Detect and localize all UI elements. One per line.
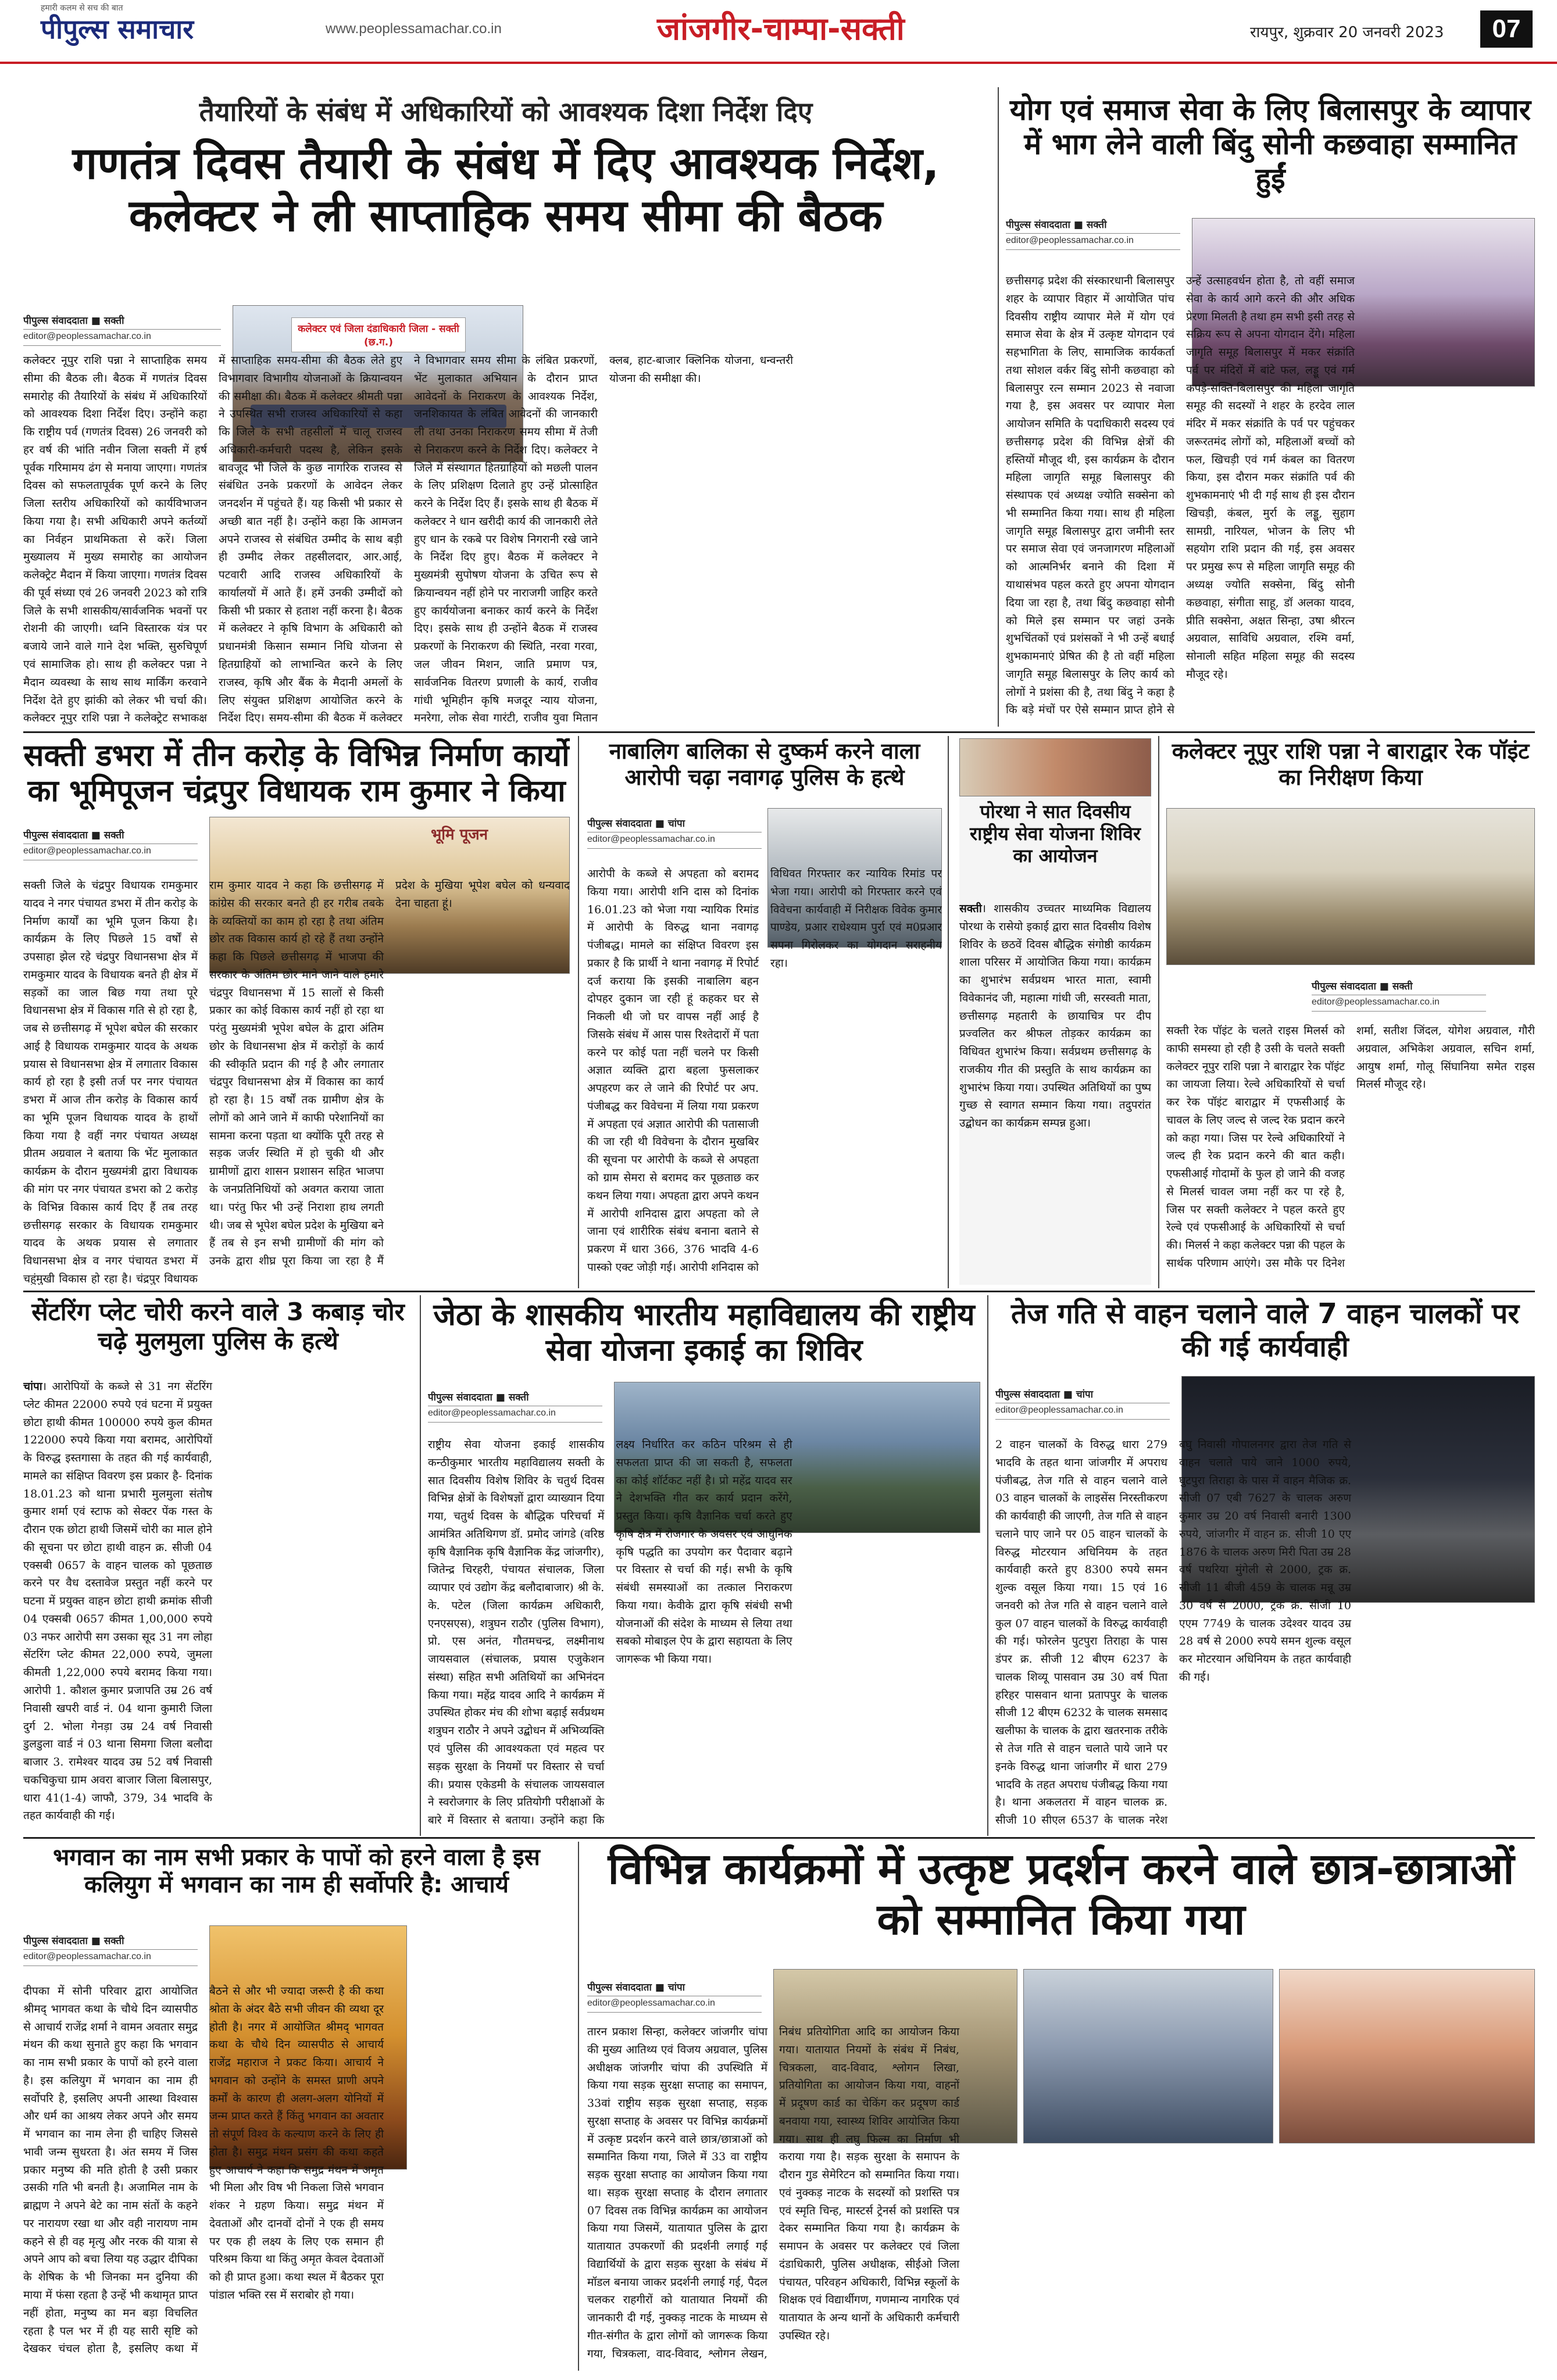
article-body: राष्ट्रीय सेवा योजना इकाई शासकीय कन्ठीकुमार भारतीय महाविद्यालय सक्ती के सात दिवसीय विशेष शिविर के चतुर्थ दिवस विभिन्न क्षेत्रों के विशेषज्ञों द्वारा व्याख्यान दिया गया, चतुर्थ दिवस के बौद्धिक परिचर्चा में आमंत्रित अतिथिगण डॉ. प्रमोद जांगडे (वरिष्ठ कृषि वैज्ञानिक कृषि वैज्ञानिक केंद्र जांजगीर), जितेन्द्र चिरहरी, पंचायत संचालक, जिला व्यापार एवं उद्योग केंद्र बलौदाबाजार) श्री के. के. पटेल (जिला कार्यक्रम अधिकारी, एनएसएस), शत्रुघन राठौर (पुलिस विभाग), प्रो. एस अनंत, गौतमचन्द्र, लक्ष्मीनाथ जायसवाल (संचालक, प्रयास एजुकेशन संस्था) सहित सभी अतिथियों का अभिनंदन किया गया। महेंद्र यादव आदि ने कार्यक्रम में उपस्थित होकर मंच की शोभा बढ़ाई सर्वप्रथम शत्रुघन राठौर ने अपने उद्बोधन में अभिव्यक्ति एवं पुलिस की आवश्यकता एवं महत्व पर सड़क सुरक्षा के नियमों पर विस्तार से चर्चा की। प्रयास एकेडमी के संचालक जायसवाल ने स्वरोजगार के लिए प्रतियोगी परीक्षाओं के बारे में विस्तार से बताया। उन्होंने कहा कि लक्ष्य निर्धारित कर कठिन परिश्रम से ही सफलता प्राप्त की जा सकती है, सफलता का कोई शॉर्टकट नहीं है। प्रो महेंद्र यादव सर ने देशभक्ति गीत कर कार्य प्रदान करेंगे, प्रस्तुत किया। कृषि वैज्ञानिक चर्चा करते हुए कृषि क्षेत्र में रोजगार के अवसर एवं आधुनिक कृषि पद्धति का उपयोग कर पैदावार बढ़ाने पर विस्तार से चर्चा की गई। सभी के कृषि संबंधी समस्याओं का तत्काल निराकरण किया गया। केवीके द्वारा कृषि संबंधी सभी योजनाओं की संदेश के माध्यम से लिया तथा सबको मोबाइल ऐप के द्वारा सहायता के लिए जागरूक भी किया गया। [428,1438,792,1827]
reporter-name: पीपुल्स संवाददाता [23,1935,88,1947]
reporter-name: पीपुल्स संवाददाता [995,1389,1060,1400]
article-headline: जेठा के शासकीय भारतीय महाविद्यालय की राष्ट्रीय सेवा योजना इकाई का शिविर [433,1298,975,1368]
article-body: सक्ती जिले के चंद्रपुर विधायक रामकुमार यादव ने नगर पंचायत डभरा में तीन करोड़ के निर्माण कार्यों का भूमि पूजन किया है। कार्यक्रम के लिए पिछले 15 वर्षों से उपसाहा झेल रहे चंद्रपुर विधानसभा क्षेत्र में रामकुमार यादव के विधायक बनते ही क्षेत्र में सड़कों का जाल बिछ गया तथा पूरे विधानसभा क्षेत्र में विकास गति से हो रहा है, जब से छत्तीसगढ़ में भूपेश बघेल की सरकार आई है विधायक रामकुमार यादव के अथक प्रयास से विधानसभा क्षेत्र में लगातार विकास कार्य हो रहा है इसी तर्ज पर नगर पंचायत डभरा में आज तीन करोड़ के विकास कार्य का भूमि पूजन विधायक यादव के हाथों किया गया है वहीं नगर पंचायत अध्यक्ष प्रीतम अग्रवाल ने बताया कि भेंट मुलाकात कार्यक्रम के दौरान मुख्यमंत्री द्वारा विधायक की मांग पर नगर पंचायत डभरा को 2 करोड़ के विभिन्न विकास कार्य दिए हैं तब तरह छत्तीसगढ़ सरकार के विधायक रामकुमार यादव के अथक प्रयास से लगातार विधानसभा क्षेत्र व नगर पंचायत डभरा में चहुंमुखी विकास हो रहा है। चंद्रपुर विधायक राम कुमार यादव ने कहा कि छत्तीसगढ़ में कांग्रेस की सरकार बनते ही हर गरीब तबके के व्यक्तियों का काम हो रहा है तथा अंतिम छोर तक विकास कार्य हो रहे हैं तथा उन्होंने कहा कि पिछले छत्तीसगढ़ में भाजपा की सरकार के अंतिम छोर माने जाने वाले हमारे चंद्रपुर विधानसभा में 15 सालों से किसी प्रकार का कोई विकास कार्य नहीं हो रहा था परंतु मुख्यमंत्री भूपेश बघेल के द्वारा अंतिम छोर के विधानसभा क्षेत्र में करोड़ों के कार्य की स्वीकृति प्रदान की गई है और लगातार चंद्रपुर विधानसभा क्षेत्र में विकास का कार्य हो रहा है। 15 वर्षों तक ग्रामीण क्षेत्र के लोगों को आने जाने में काफी परेशानियों का सामना करना पड़ता था क्योंकि पूरी तरह से सड़क जर्जर स्थिति में हो चुकी थी और ग्रामीणों द्वारा शासन प्रशासन सहित भाजपा के जनप्रतिनिधियों को अवगत कराया जाता था। परंतु फिर भी उन्हें निराशा हाथ लगती थी। जब से भूपेश बघेल प्रदेश के मुखिया बने हैं तब से इन सभी ग्रामीणों की मांग को उनके द्वारा शीघ्र पूरा किया जा रहा है मैं प्रदेश के मुखिया भूपेश बघेल को धन्यवाद देना चाहता हूं। [23,879,570,1285]
reporter-email[interactable]: editor@peoplessamachar.co.in [1312,995,1486,1012]
article-body: सक्ती रेक पॉइंट के चलते राइस मिलर्स को काफी समस्या हो रही है उसी के चलते सक्ती कलेक्टर नूपुर राशि पन्ना ने बाराद्वार रेक पॉइंट का जायजा लिया। रेल्वे अधिकारियों से चर्चा कर रेक पॉइंट बाराद्वार में एफसीआई के चावल के लिए जल्द से जल्द रेक प्रदान करने को कहा गया। जिस पर रेल्वे अधिकारियों ने जल्द ही रेक प्रदान करने की बात कही। एफसीआई गोदामों के फुल हो जाने की वजह से मिलर्स चावल जमा नहीं कर पा रहे है, जिस पर सक्ती कलेक्टर ने पहल करते हुए रेल्वे एवं एफसीआई के अधिकारियों से चर्चा की। मिलर्स ने कहा कलेक्टर पन्ना की पहल के सार्थक परिणाम आएंगे। उस मौके पर दिनेश शर्मा, सतीश जिंदल, योगेश अग्रवाल, गौरी अग्रवाल, अभिकेश अग्रवाल, सचिन शर्मा, आयुष शर्मा, गोलू सिंघानिया समेत राइस मिलर्स मौजूद रहे। [1166,1024,1535,1270]
photo-banner: भूमि पूजन [431,826,488,844]
article-body: आरोपी के कब्जे से अपहता को बरामद किया गया। आरोपी शनि दास को दिनांक 16.01.23 को भेजा गया न्यायिक रिमांड में आरोपी के विरुद्ध थाना नवागढ़ पंजीबद्ध। मामले का संक्षिप्त विवरण इस प्रकार है कि प्रार्थी ने थाना नवागढ़ में रिपोर्ट दर्ज कराया कि इसकी नाबालिग बहन दोपहर दुकान जा रही हूं कहकर घर से निकली थी जो घर वापस नहीं आई है जिसके संबंध में आस पास रिश्तेदारों में पता करने पर कोई पता नहीं चलने पर किसी अज्ञात व्यक्ति द्वारा बहला फुसलाकर अपहरण कर ले जाने की रिपोर्ट पर अप. पंजीबद्ध कर विवेचना में लिया गया प्रकरण में अपहता एवं अज्ञात आरोपी की पतासाजी की जा रही थी विवेचना के दौरान मुखबिर की सूचना पर आरोपी के कब्जे से अपहता को ग्राम सेमरा से बरामद कर पूछताछ कर कथन लिया गया। अपहता द्वारा अपने कथन में आरोपी शनिदास द्वारा अपहता को ले जाना एवं शारीरिक संबंध बनाना बताने से प्रकरण में धारा 366, 376 भादवि 4-6 पास्को एक्ट जोड़ी गई। आरोपी शनिदास को विधिवत गिरफ्तार कर न्यायिक रिमांड पर भेजा गया। आरोपी को गिरफ्तार करने एवं विवेचना कार्यवाही में निरीक्षक विवेक कुमार पाण्डेय, प्रआर राधेश्याम पुर्रा एवं म0प्रआर सपना गिरोलकर का योगदान सराहनीय रहा। [587,867,942,1274]
dateline: सक्ती [103,1935,124,1947]
photo-banner: कलेक्टर एवं जिला दंडाधिकारी जिला - सक्ती (छ.ग.) [291,317,466,352]
article-road-safety-awards: विभिन्न कार्यक्रमों में उत्कृष्ट प्रदर्शन करने वाले छात्र-छात्राओं को सम्मानित किया गया पीपुल्स संवाददाता ■ चांपा editor@peoplessamachar.co.in तारन प्रकाश सिन्हा, कलेक्टर जांजगीर चांपा की मुख्य आतिथ्य एवं विजय अग्रवाल, पुलिस अधीक्षक जांजगीर चांपा की उपस्थिति में किया गया सड़क सुरक्षा सप्ताह का समापन, 33वां राष्ट्रीय सड़क सुरक्षा सप्ताह, सड़क सुरक्षा सप्ताह के अवसर पर विभिन्न कार्यक्रमों में उत्कृष्ट प्रदर्शन करने वाले छात्र/छात्राओं को सम्मानित किया गया, जिले में 33 वा राष्ट्रीय सड़क सुरक्षा सप्ताह का आयोजन किया गया था। सड़क सुरक्षा सप्ताह के दौरान लगातार 07 दिवस तक विभिन्न कार्यक्रम का आयोजन किया गया जिसमें, यातायात पुलिस के द्वारा यातायात उपकरणों की प्रदर्शनी लगाई गई विद्यार्थियों के द्वारा सड़क सुरक्षा के संबंध में मॉडल बनाया जाकर प्रदर्शनी लगाई गई, पैदल चलकर राहगीरों को यातायात नियमों की जानकारी दी गई, नुक्कड़ नाटक के माध्यम से गीत-संगीत के द्वारा लोगों को जागरूक किया गया, चित्रकला, वाद-विवाद, श्लोगन लेखन, निबंध प्रतियोगिता आदि का आयोजन किया गया। यातायात नियमों के संबंध में निबंध, चित्रकला, वाद-विवाद, श्लोगन लिखा, प्रतियोगिता का आयोजन किया गया, वाहनों में प्रदूषण कार्ड का चेकिंग कर प्रदूषण कार्ड बनवाया गया, स्वास्थ्य शिविर आयोजित किया गया। साथ ही लघु फिल्म का निर्माण भी कराया गया है। सड़क सुरक्षा के समापन के दौरान गुड सेमेरिटन को सम्मानित किया गया। एवं नुक्कड़ नाटक के सदस्यों को प्रशस्ति पत्र एवं स्मृति चिन्ह, मास्टर्स ट्रेनर्स को प्रशस्ति पत्र देकर सम्मानित किया गया है। कार्यक्रम के समापन के अवसर पर कलेक्टर एवं जिला दंडाधिकारी, पुलिस अधीक्षक, सीईओ जिला पंचायत, परिवहन अधिकारी, विभिन्न स्कूलों के शिक्षक एवं विद्यार्थीगण, गणमान्य नागरिक एवं यातायात के अन्य थानों के अधिकारी कर्मचारी उपस्थित रहे। [587,1844,1535,2367]
reporter-name: पीपुल्स संवाददाता [587,1982,652,1993]
section-title: जांजगीर-चाम्पा-सक्ती [657,10,905,47]
inspection-photo [1166,808,1535,965]
article-overspeeding-action: तेज गति से वाहन चलाने वाले 7 वाहन चालकों पर की गई कार्यवाही पीपुल्स संवाददाता ■ चांपा editor@peoplessamachar.co.in 2 वाहन चालकों के विरुद्ध धारा 279 भादवि के तहत थाना जांजगीर में अपराध पंजीबद्ध, तेज गति से वाहन चलाने वाले 03 वाहन चालकों के लाइसेंस निरस्तीकरण की कार्यवाही की जाएगी, तेज गति से वाहन चलाने पाए जाने पर 05 वाहन चालकों के विरुद्ध मोटरयान अधिनियम के तहत कार्यवाही करते हुए 8300 रुपये समन शुल्क वसूल किया गया। 15 एवं 16 जनवरी को तेज गति से वाहन चलाने वाले कुल 07 वाहन चालकों के विरुद्ध कार्यवाही की गई। फोरलेन पुटपुरा तिराहा के पास डंपर क्र. सीजी 12 बीएम 6237 के चालक शिव्यू पासवान उम्र 30 वर्ष पिता हरिहर पासवान थाना प्रतापपुर के चालक सीजी 12 बीएम 6232 के चालक समसाद खलीफा के चालक के द्वारा खतरनाक तरीके से तेज गति से वाहन चलाते पाये जाने पर इनके विरुद्ध थाना जांजगीर में धारा 279 भादवि के तहत अपराध पंजीबद्ध किया गया है। थाना अकलतरा में वाहन चालक क्र. सीजी 10 सीएल 6537 के चालक नरेश बघु निवासी गोपालनगर द्वारा तेज गति से वाहन चलाते पाये जाने 1000 रुपये, घुटपुरा तिराहा के पास में वाहन मैजिक क्र. सीजी 07 एबी 7627 के चालक अरुण कुमार उम्र 20 वर्ष निवासी बनारी 1300 रुपये, जांजगीर में वाहन क्र. सीजी 10 एए 1876 के चालक अरुण मिरी पिता उम्र 28 वर्ष पथरिया मुंगेली से 2000, ट्रक क्र. सीजी 11 बीजी 459 के चालक मन्नू उम्र 30 वर्ष से 2000, ट्रक क्र. सीजी 10 एएम 7749 के चालक उदेश्वर यादव उम्र 28 वर्ष से 2000 रुपये समन शुल्क वसूल कर मोटरयान अधिनियम के तहत कार्यवाही की गई। [995,1298,1535,1832]
article-headline: तेज गति से वाहन चलाने वाले 7 वाहन चालकों पर की गई कार्यवाही [1011,1298,1519,1363]
dateline: सक्ती [103,830,124,841]
masthead [0,0,1557,64]
column-divider [420,1295,421,1836]
article-portha-nss-camp: पोरथा ने सात दिवसीय राष्ट्रीय सेवा योजना शिविर का आयोजन सक्ती। शासकीय उच्चतर माध्यमिक विद्यालय पोरथा के रासेयो इकाई द्वारा सात दिवसीय विशेष शिविर के छठवें दिवस बौद्धिक संगोष्ठी कार्यक्रम शाला परिसर में आयोजित किया गया। कार्यक्रम का शुभारंभ सर्वप्रथम भारत माता, स्वामी विवेकानंद जी, महात्मा गांधी जी, सरस्वती माता, छत्तीसगढ़ महतारी के छायाचित्र पर दीप प्रज्वलित कर श्रीफल तोड़कर कार्यक्रम का विधिवत शुभारंभ किया। सर्वप्रथम छत्तीसगढ़ के राजकीय गीत की प्रस्तुति के साथ कार्यक्रम का शुभारंभ किया गया। उपस्थित अतिथियों का पुष्प गुच्छ से स्वागत सम्मान किया गया। तदुपरांत उद्बोधन का कार्यक्रम सम्पन्न हुआ। [959,738,1151,1285]
reporter-name: पीपुल्स संवाददाता [1006,219,1070,231]
reporter-name: पीपुल्स संवाददाता [1312,981,1376,992]
article-bhagwat-katha: भगवान का नाम सभी प्रकार के पापों को हरने वाला है इस कलियुग में भगवान का नाम ही सर्वोपरि है: आचार्य पीपुल्स संवाददाता ■ सक्ती editor@peoplessamachar.co.in दीपका में सोनी परिवार द्वारा आयोजित श्रीमद् भागवत कथा के चौथे दिन व्यासपीठ से आचार्य राजेंद्र शर्मा ने वामन अवतार समुद्र मंथन की कथा सुनाते हुए कहा कि भगवान का नाम सभी प्रकार के पापों को हरने वाला है। इस कलियुग में भगवान का नाम ही सर्वोपरि है, इसलिए अपनी आस्था विश्वास और धर्म का आश्रय लेकर अपने और समय में भगवान का नाम लेना ही चाहिए जिससे भावी जन्म सुधरता है। अंत समय में जिस प्रकार मनुष्य की मति होती है उसी प्रकार उसकी गति भी बनती है। अजामिल नाम के ब्राह्मण ने अपने बेटे का नाम संतों के कहने पर नारायण रखा था और वही नारायण नाम कहने से ही वह मृत्यु और नरक की यात्रा से अपने आप को बचा लिया यह उद्धार दीपिका के शेषिक के भी जिनका मन दुनिया की माया में फंसा रहता है उन्हें भी कथामृत प्राप्त नहीं होता, मनुष्य का मन बड़ा विचलित रहता है पल भर में ही यह सारी सृष्टि को देखकर चंचल होता है, इसलिए कथा में बैठने से और भी ज्यादा जरूरी है की कथा श्रोता के अंदर बैठे सभी जीवन की व्यथा दूर होती है। नगर में आयोजित श्रीमद् भागवत कथा के चौथे दिन व्यासपीठ से आचार्य राजेंद्र महाराज ने प्रकट किया। आचार्य ने भगवान को उन्होंने के समस्त प्राणी अपने कर्मों के कारण ही अलग-अलग योनियों में जन्म प्राप्त करते हैं किंतु भगवान का अवतार तो संपूर्ण विश्व के कल्याण करने के लिए ही होता है। समुद्र मंथन प्रसंग की कथा कहते हुए आचार्य ने कहा कि समुद्र मंथन में अमृत भी मिला और विष भी निकला जिसे भगवान शंकर ने ग्रहण किया। समुद्र मंथन में देवताओं और दानवों दोनों ने एक ही समय पर एक ही लक्ष्य के लिए एक समान ही परिश्रम किया था किंतु अमृत केवल देवताओं को ही प्राप्त हुआ। कथा स्थल में बैठकर पूरा पांडाल भक्ति रस में सराबोर हो गया। [23,1844,570,2367]
row-divider [23,731,1535,733]
reporter-email[interactable]: editor@peoplessamachar.co.in [23,1950,198,1966]
article-dabhra-bhoomipujan: सक्ती डभरा में तीन करोड़ के विभिन्न निर्माण कार्यो का भूमिपूजन चंद्रपुर विधायक राम कुमार ने किया पीपुल्स संवाददाता ■ सक्ती editor@peoplessamachar.co.in भूमि पूजन सक्ती जिले के चंद्रपुर विधायक रामकुमार यादव ने नगर पंचायत डभरा में तीन करोड़ के निर्माण कार्यों का भूमि पूजन किया है। कार्यक्रम के लिए पिछले 15 वर्षों से उपसाहा झेल रहे चंद्रपुर विधानसभा क्षेत्र में रामकुमार यादव के विधायक बनते ही क्षेत्र में सड़कों का जाल बिछ गया तथा पूरे विधानसभा क्षेत्र में विकास गति से हो रहा है, जब से छत्तीसगढ़ में भूपेश बघेल की सरकार आई है विधायक रामकुमार यादव के अथक प्रयास से विधानसभा क्षेत्र में लगातार विकास कार्य हो रहा है इसी तर्ज पर नगर पंचायत डभरा में आज तीन करोड़ के विकास कार्य का भूमि पूजन विधायक यादव के हाथों किया गया है वहीं नगर पंचायत अध्यक्ष प्रीतम अग्रवाल ने बताया कि भेंट मुलाकात कार्यक्रम के दौरान मुख्यमंत्री द्वारा विधायक की मांग पर नगर पंचायत डभरा को 2 करोड़ के विभिन्न विकास कार्य दिए हैं तब तरह छत्तीसगढ़ सरकार के विधायक रामकुमार यादव के अथक प्रयास से लगातार विधानसभा क्षेत्र व नगर पंचायत डभरा में चहुंमुखी विकास हो रहा है। चंद्रपुर विधायक राम कुमार यादव ने कहा कि छत्तीसगढ़ में कांग्रेस की सरकार बनते ही हर गरीब तबके के व्यक्तियों का काम हो रहा है तथा अंतिम छोर तक विकास कार्य हो रहे हैं तथा उन्होंने कहा कि पिछले छत्तीसगढ़ में भाजपा की सरकार के अंतिम छोर माने जाने वाले हमारे चंद्रपुर विधानसभा में 15 सालों से किसी प्रकार का कोई विकास कार्य नहीं हो रहा था परंतु मुख्यमंत्री भूपेश बघेल के द्वारा अंतिम छोर के विधानसभा क्षेत्र में करोड़ों के कार्य की स्वीकृति प्रदान की गई है और लगातार चंद्रपुर विधानसभा क्षेत्र में विकास का कार्य हो रहा है। 15 वर्षों तक ग्रामीण क्षेत्र के लोगों को आने जाने में काफी परेशानियों का सामना करना पड़ता था क्योंकि पूरी तरह से सड़क जर्जर स्थिति में हो चुकी थी और ग्रामीणों द्वारा शासन प्रशासन सहित भाजपा के जनप्रतिनिधियों को अवगत कराया जाता था। परंतु फिर भी उन्हें निराशा हाथ लगती थी। जब से भूपेश बघेल प्रदेश के मुखिया बने हैं तब से इन सभी ग्रामीणों की मांग को उनके द्वारा शीघ्र पूरा किया जा रहा है मैं प्रदेश के मुखिया भूपेश बघेल को धन्यवाद देना चाहता हूं। [23,738,570,1285]
dateline: चांपा [1076,1389,1094,1400]
reporter-email[interactable]: editor@peoplessamachar.co.in [23,330,221,346]
dateline: सक्ती [1392,981,1413,992]
article-kicker: तैयारियों के संबंध में अधिकारियों को आवश्यक दिशा निर्देश दिए [199,96,813,127]
article-headline: नाबालिग बालिका से दुष्कर्म करने वाला आरोपी चढ़ा नवागढ़ पुलिस के हत्थे [609,738,920,790]
column-divider [1158,736,1159,1288]
article-headline: कलेक्टर नूपुर राशि पन्ना ने बाराद्वार रेक पॉइंट का निरीक्षण किया [1172,738,1530,790]
reporter-name: पीपुल्स संवाददाता [587,818,652,830]
article-baradwar-rake-point: कलेक्टर नूपुर राशि पन्ना ने बाराद्वार रेक पॉइंट का निरीक्षण किया पीपुल्स संवाददाता ■ सक्ती editor@peoplessamachar.co.in सक्ती रेक पॉइंट के चलते राइस मिलर्स को काफी समस्या हो रही है उसी के चलते सक्ती कलेक्टर नूपुर राशि पन्ना ने बाराद्वार रेक पॉइंट का जायजा लिया। रेल्वे अधिकारियों से चर्चा कर रेक पॉइंट बाराद्वार में एफसीआई के चावल के लिए जल्द से जल्द रेक प्रदान करने को कहा गया। जिस पर रेल्वे अधिकारियों ने जल्द ही रेक प्रदान करने की बात कही। एफसीआई गोदामों के फुल हो जाने की वजह से मिलर्स चावल जमा नहीं कर पा रहे है, जिस पर सक्ती कलेक्टर ने पहल करते हुए रेल्वे एवं एफसीआई के अधिकारियों से चर्चा की। मिलर्स ने कहा कलेक्टर पन्ना की पहल के सार्थक परिणाम आएंगे। उस मौके पर दिनेश शर्मा, सतीश जिंदल, योगेश अग्रवाल, गौरी अग्रवाल, अभिकेश अग्रवाल, सचिन शर्मा, आयुष शर्मा, गोलू सिंघानिया समेत राइस मिलर्स मौजूद रहे। [1166,738,1535,1285]
dateline: चांपा [667,818,685,830]
reporter-email[interactable]: editor@peoplessamachar.co.in [428,1406,602,1423]
reporter-email[interactable]: editor@peoplessamachar.co.in [995,1403,1170,1420]
article-body: दीपका में सोनी परिवार द्वारा आयोजित श्रीमद् भागवत कथा के चौथे दिन व्यासपीठ से आचार्य राजेंद्र शर्मा ने वामन अवतार समुद्र मंथन की कथा सुनाते हुए कहा कि भगवान का नाम सभी प्रकार के पापों को हरने वाला है। इस कलियुग में भगवान का नाम ही सर्वोपरि है, इसलिए अपनी आस्था विश्वास और धर्म का आश्रय लेकर अपने और समय में भगवान का नाम लेना ही चाहिए जिससे भावी जन्म सुधरता है। अंत समय में जिस प्रकार मनुष्य की मति होती है उसी प्रकार उसकी गति भी बनती है। अजामिल नाम के ब्राह्मण ने अपने बेटे का नाम संतों के कहने पर नारायण रखा था और वही नारायण नाम कहने से ही वह मृत्यु और नरक की यात्रा से अपने आप को बचा लिया यह उद्धार दीपिका के शेषिक के भी जिनका मन दुनिया की माया में फंसा रहता है उन्हें भी कथामृत प्राप्त नहीं होता, मनुष्य का मन बड़ा विचलित रहता है पल भर में ही यह सारी सृष्टि को देखकर चंचल होता है, इसलिए कथा में बैठने से और भी ज्यादा जरूरी है की कथा श्रोता के अंदर बैठे सभी जीवन की व्यथा दूर होती है। नगर में आयोजित श्रीमद् भागवत कथा के चौथे दिन व्यासपीठ से आचार्य राजेंद्र महाराज ने प्रकट किया। आचार्य ने भगवान को उन्होंने के समस्त प्राणी अपने कर्मों के कारण ही अलग-अलग योनियों में जन्म प्राप्त करते हैं किंतु भगवान का अवतार तो संपूर्ण विश्व के कल्याण करने के लिए ही होता है। समुद्र मंथन प्रसंग की कथा कहते हुए आचार्य ने कहा कि समुद्र मंथन में अमृत भी मिला और विष भी निकला जिसे भगवान शंकर ने ग्रहण किया। समुद्र मंथन में देवताओं और दानवों दोनों ने एक ही समय पर एक ही लक्ष्य के लिए एक समान ही परिश्रम किया था किंतु अमृत केवल देवताओं को ही प्राप्त हुआ। कथा स्थल में बैठकर पूरा पांडाल भक्ति रस में सराबोर हो गया। [23,1985,384,2356]
reporter-name: पीपुल्स संवाददाता [23,315,88,327]
reporter-name: पीपुल्स संवाददाता [428,1392,492,1403]
column-divider [578,1842,579,2371]
article-nawagarh-police-arrest: नाबालिग बालिका से दुष्कर्म करने वाला आरोपी चढ़ा नवागढ़ पुलिस के हत्थे पीपुल्स संवाददाता ■ चांपा editor@peoplessamachar.co.in आरोपी के कब्जे से अपहता को बरामद किया गया। आरोपी शनि दास को दिनांक 16.01.23 को भेजा गया न्यायिक रिमांड में आरोपी के विरुद्ध थाना नवागढ़ पंजीबद्ध। मामले का संक्षिप्त विवरण इस प्रकार है कि प्रार्थी ने थाना नवागढ़ में रिपोर्ट दर्ज कराया कि इसकी नाबालिग बहन दोपहर दुकान जा रही हूं कहकर घर से निकली थी जो घर वापस नहीं आई है जिसके संबंध में आस पास रिश्तेदारों में पता करने पर कोई पता नहीं चलने पर किसी अज्ञात व्यक्ति द्वारा बहला फुसलाकर अपहरण कर ले जाने की रिपोर्ट पर अप. पंजीबद्ध कर विवेचना में लिया गया प्रकरण में अपहता एवं अज्ञात आरोपी की पतासाजी की जा रही थी विवेचना के दौरान मुखबिर की सूचना पर आरोपी के कब्जे से अपहता को ग्राम सेमरा से बरामद कर पूछताछ कर कथन लिया गया। अपहता द्वारा अपने कथन में आरोपी शनिदास द्वारा अपहता को ले जाना एवं शारीरिक संबंध बनाना बताने से प्रकरण में धारा 366, 376 भादवि 4-6 पास्को एक्ट जोड़ी गई। आरोपी शनिदास को विधिवत गिरफ्तार कर न्यायिक रिमांड पर भेजा गया। आरोपी को गिरफ्तार करने एवं विवेचना कार्यवाही में निरीक्षक विवेक कुमार पाण्डेय, प्रआर राधेश्याम पुर्रा एवं म0प्रआर सपना गिरोलकर का योगदान सराहनीय रहा। [587,738,942,1285]
column-divider [998,87,999,727]
logo-tagline: हमारी कलम से सच की बात [41,3,123,13]
article-body: तारन प्रकाश सिन्हा, कलेक्टर जांजगीर चांपा की मुख्य आतिथ्य एवं विजय अग्रवाल, पुलिस अधीक्षक जांजगीर चांपा की उपस्थिति में किया गया सड़क सुरक्षा सप्ताह का समापन, 33वां राष्ट्रीय सड़क सुरक्षा सप्ताह, सड़क सुरक्षा सप्ताह के अवसर पर विभिन्न कार्यक्रमों में उत्कृष्ट प्रदर्शन करने वाले छात्र/छात्राओं को सम्मानित किया गया, जिले में 33 वा राष्ट्रीय सड़क सुरक्षा सप्ताह का आयोजन किया गया था। सड़क सुरक्षा सप्ताह के दौरान लगातार 07 दिवस तक विभिन्न कार्यक्रम का आयोजन किया गया जिसमें, यातायात पुलिस के द्वारा यातायात उपकरणों की प्रदर्शनी लगाई गई विद्यार्थियों के द्वारा सड़क सुरक्षा के संबंध में मॉडल बनाया जाकर प्रदर्शनी लगाई गई, पैदल चलकर राहगीरों को यातायात नियमों की जानकारी दी गई, नुक्कड़ नाटक के माध्यम से गीत-संगीत के द्वारा लोगों को जागरूक किया गया, चित्रकला, वाद-विवाद, श्लोगन लेखन, निबंध प्रतियोगिता आदि का आयोजन किया गया। यातायात नियमों के संबंध में निबंध, चित्रकला, वाद-विवाद, श्लोगन लिखा, प्रतियोगिता का आयोजन किया गया, वाहनों में प्रदूषण कार्ड का चेकिंग कर प्रदूषण कार्ड बनवाया गया, स्वास्थ्य शिविर आयोजित किया गया। साथ ही लघु फिल्म का निर्माण भी कराया गया है। सड़क सुरक्षा के समापन के दौरान गुड सेमेरिटन को सम्मानित किया गया। एवं नुक्कड़ नाटक के सदस्यों को प्रशस्ति पत्र एवं स्मृति चिन्ह, मास्टर्स ट्रेनर्स को प्रशस्ति पत्र देकर सम्मानित किया गया है। कार्यक्रम के समापन के अवसर पर कलेक्टर एवं जिला दंडाधिकारी, पुलिस अधीक्षक, सीईओ जिला पंचायत, परिवहन अधिकारी, विभिन्न स्कूलों के शिक्षक एवं विद्यार्थीगण, गणमान्य नागरिक एवं यातायात के अन्य थानों के अधिकारी कर्मचारी उपस्थित रहे। [587,2025,959,2360]
reporter-email[interactable]: editor@peoplessamachar.co.in [587,832,762,849]
nss-camp-photo [959,738,1151,796]
article-headline: गणतंत्र दिवस तैयारी के संबंध में दिए आवश्यक निर्देश, कलेक्टर ने ली साप्ताहिक समय सीमा की बैठक [72,137,940,241]
article-body: शासकीय उच्चतर माध्यमिक विद्यालय पोरथा के रासेयो इकाई द्वारा सात दिवसीय विशेष शिविर के छठवें दिवस बौद्धिक संगोष्ठी कार्यक्रम शाला परिसर में आयोजित किया गया। कार्यक्रम का शुभारंभ सर्वप्रथम भारत माता, स्वामी विवेकानंद जी, महात्मा गांधी जी, सरस्वती माता, छत्तीसगढ़ महतारी के छायाचित्र पर दीप प्रज्वलित कर श्रीफल तोड़कर कार्यक्रम का विधिवत शुभारंभ किया। सर्वप्रथम छत्तीसगढ़ के राजकीय गीत की प्रस्तुति के साथ कार्यक्रम का शुभारंभ किया गया। उपस्थित अतिथियों का पुष्प गुच्छ से स्वागत सम्मान किया गया। तदुपरांत उद्बोधन का कार्यक्रम सम्पन्न हुआ। [959,902,1151,1130]
dateline: सक्ती [103,315,124,327]
article-headline: विभिन्न कार्यक्रमों में उत्कृष्ट प्रदर्शन करने वाले छात्र-छात्राओं को सम्मानित किया गया [608,1844,1515,1945]
article-republic-day-meeting: तैयारियों के संबंध में अधिकारियों को आवश्यक दिशा निर्देश दिए गणतंत्र दिवस तैयारी के संबंध में दिए आवश्यक निर्देश, कलेक्टर ने ली साप्ताहिक समय सीमा की बैठक पीपुल्स संवाददाता ■ सक्ती editor@peoplessamachar.co.in कलेक्टर एवं जिला दंडाधिकारी जिला - सक्ती (छ.ग.) कलेक्टर नूपुर राशि पन्ना ने साप्ताहिक समय सीमा की बैठक ली। बैठक में गणतंत्र दिवस समारोह की तैयारियों के संबंध में अधिकारियों को आवश्यक दिशा निर्देश दिए। उन्होंने कहा कि राष्ट्रीय पर्व (गणतंत्र दिवस) 26 जनवरी को हर वर्ष की भांति नवीन जिला सक्ती में हर्ष पूर्वक गरिमामय ढंग से मनाया जाएगा। गणतंत्र दिवस को सफलतापूर्वक पूर्ण करने के लिए जिला स्तरीय अधिकारियों को कार्यविभाजन किया गया है। सभी अधिकारी अपने कर्तव्यों का निर्वहन प्राथमिकता से करें। जिला मुख्यालय में मुख्य समारोह का आयोजन कलेक्ट्रेट मैदान में किया जाएगा। गणतंत्र दिवस की पूर्व संध्या एवं 26 जनवरी 2023 को रात्रि जिले के सभी शासकीय/सार्वजनिक भवनों पर रोशनी की जाएगी। ध्वनि विस्तारक यंत्र पर बजाये जाने वाले गाने देश भक्ति, सुरुचिपूर्ण एवं सामाजिक हो। साथ ही कलेक्टर पन्ना ने मैदान व्यवस्था के साथ साथ मार्किंग करवाने निर्देश देते हुए झांकी को लेकर भी चर्चा की। कलेक्टर नूपुर राशि पन्ना ने कलेक्ट्रेट सभाकक्ष में साप्ताहिक समय-सीमा की बैठक लेते हुए विभागवार विभागीय योजनाओं के क्रियान्वयन की समीक्षा की। बैठक में कलेक्टर श्रीमती पन्ना ने उपस्थित सभी राजस्व अधिकारियों से कहा कि जिले के सभी तहसीलों में चालू राजस्व अधिकारी-कर्मचारी पदस्थ है, लेकिन इसके बावजूद भी जिले के कुछ नागरिक राजस्व से संबंधित उनके प्रकरणों के आवेदन लेकर जनदर्शन में पहुंचते हैं। यह किसी भी प्रकार से अच्छी बात नहीं है। उन्होंने कहा कि आमजन अपने राजस्व से संबंधित उम्मीद के साथ बड़ी ही उम्मीद लेकर तहसीलदार, आर.आई, पटवारी आदि राजस्व अधिकारियों के कार्यालयों में आते हैं। हमें उनकी उम्मीदों को किसी भी प्रकार से हताश नहीं करना है। बैठक में कलेक्टर ने कृषि विभाग के अधिकारी को प्रधानमंत्री किसान सम्मान निधि योजना से हितग्राहियों को लाभान्वित करने के लिए राजस्व, कृषि और बैंक के मैदानी अमलों के लिए संयुक्त प्रशिक्षण आयोजित करने के निर्देश दिए। समय-सीमा की बैठक में कलेक्टर ने विभागवार समय सीमा के लंबित प्रकरणों, भेंट मुलाकात अभियान के दौरान प्राप्त आवेदनों के निराकरण के आवश्यक निर्देश, जनशिकायत के लंबित आवेदनों की जानकारी ली तथा उनका निराकरण समय सीमा में तेजी से निराकरण करने के निर्देश दिए। कलेक्टर ने जिले में संस्थागत हितग्राहियों को मछली पालन के लिए प्रशिक्षण दिलाते हुए उन्हें प्रोत्साहित करने के निर्देश दिए हैं। इसके साथ ही बैठक में कलेक्टर ने धान खरीदी कार्य की जानकारी लेते हुए धान के रकबे पर विशेष निगरानी रखे जाने के निर्देश दिए हुए। बैठक में कलेक्टर ने मुख्यमंत्री सुपोषण योजना के उचित रूप से क्रियान्वयन नहीं होने पर नाराजगी जाहिर करते हुए कार्ययोजना बनाकर कार्य करने के निर्देश दिए। इसके साथ ही उन्होंने बैठक में राजस्व प्रकरणों के निराकरण की स्थिति, नरवा गरवा, जल जीवन मिशन, जाति प्रमाण पत्र, सार्वजनिक वितरण प्रणाली के कार्य, राजीव गांधी भूमिहीन कृषि मजदूर न्याय योजना, मनरेगा, लोक सेवा गारंटी, राजीव युवा मितान क्लब, हाट-बाजार क्लिनिक योजना, धन्वन्तरी योजना की समीक्षा की। [23,93,988,727]
page-number: 07 [1480,10,1533,48]
article-headline: योग एवं समाज सेवा के लिए बिलासपुर के व्यापार में भाग लेने वाली बिंदु सोनी कछवाहा सम्मानित हुईं [1009,93,1531,195]
article-centring-plate-theft: सेंटरिंग प्लेट चोरी करने वाले 3 कबाड़ चोर चढ़े मुलमुला पुलिस के हत्थे चांपा। आरोपियों के कब्जे से 31 नग सेंटरिंग प्लेट कीमत 22000 रुपये एवं घटना में प्रयुक्त छोटा हाथी कीमत 100000 रुपये कुल कीमत 122000 रुपये किया गया बरामद, आरोपियों के विरुद्ध इस्तगासा के तहत की गई कार्यवाही, मामले का संक्षिप्त विवरण इस प्रकार है- दिनांक 18.01.23 को थाना प्रभारी मुलमुला संतोष कुमार शर्मा एवं स्टाफ को सेक्टर पेंक गस्त के दौरान एक छोटा हाथी जिसमें चोरी का माल होने की सूचना पर छोटा हाथी वाहन क्र. सीजी 04 एक्सबी 0657 के वाहन चालक को पूछताछ करने पर वैध दस्तावेज प्रस्तुत नहीं करने पर घटना में प्रयुक्त वाहन छोटा हाथी क्रमांक सीजी 04 एक्सबी 0657 कीमत 1,00,000 रुपये 03 नफर आरोपी सग उसका सूद 31 नग लोहा सेंटरिंग प्लेट कीमत 22,000 रुपये, जुमला कीमती 1,22,000 रुपये बरामद किया गया। आरोपी 1. कौशल कुमार प्रजापति उम्र 26 वर्ष निवासी खपरी वार्ड नं. 04 थाना कुमारी जिला दुर्ग 2. भोला गेनड़ा उम्र 24 वर्ष निवासी डुलडुला वार्ड नं 03 थाना सिमगा जिला बलौदा बाजार 3. रामेश्वर यादव उम्र 52 वर्ष निवासी चकचिकुचा ग्राम अवरा बाजार जिला बिलासपुर, धारा 41(1-4) जाफौ, 379, 34 भादवि के तहत कार्यवाही की गई। [23,1298,413,1832]
reporter-email[interactable]: editor@peoplessamachar.co.in [587,1996,762,2013]
article-body: कलेक्टर नूपुर राशि पन्ना ने साप्ताहिक समय सीमा की बैठक ली। बैठक में गणतंत्र दिवस समारोह की तैयारियों के संबंध में अधिकारियों को आवश्यक दिशा निर्देश दिए। उन्होंने कहा कि राष्ट्रीय पर्व (गणतंत्र दिवस) 26 जनवरी को हर वर्ष की भांति नवीन जिला सक्ती में हर्ष पूर्वक गरिमामय ढंग से मनाया जाएगा। गणतंत्र दिवस को सफलतापूर्वक पूर्ण करने के लिए जिला स्तरीय अधिकारियों को कार्यविभाजन किया गया है। सभी अधिकारी अपने कर्तव्यों का निर्वहन प्राथमिकता से करें। जिला मुख्यालय में मुख्य समारोह का आयोजन कलेक्ट्रेट मैदान में किया जाएगा। गणतंत्र दिवस की पूर्व संध्या एवं 26 जनवरी 2023 को रात्रि जिले के सभी शासकीय/सार्वजनिक भवनों पर रोशनी की जाएगी। ध्वनि विस्तारक यंत्र पर बजाये जाने वाले गाने देश भक्ति, सुरुचिपूर्ण एवं सामाजिक हो। साथ ही कलेक्टर पन्ना ने मैदान व्यवस्था के साथ साथ मार्किंग करवाने निर्देश देते हुए झांकी को लेकर भी चर्चा की। कलेक्टर नूपुर राशि पन्ना ने कलेक्ट्रेट सभाकक्ष में साप्ताहिक समय-सीमा की बैठक लेते हुए विभागवार विभागीय योजनाओं के क्रियान्वयन की समीक्षा की। बैठक में कलेक्टर श्रीमती पन्ना ने उपस्थित सभी राजस्व अधिकारियों से कहा कि जिले के सभी तहसीलों में चालू राजस्व अधिकारी-कर्मचारी पदस्थ है, लेकिन इसके बावजूद भी जिले के कुछ नागरिक राजस्व से संबंधित उनके प्रकरणों के आवेदन लेकर जनदर्शन में पहुंचते हैं। यह किसी भी प्रकार से अच्छी बात नहीं है। उन्होंने कहा कि आमजन अपने राजस्व से संबंधित उम्मीद के साथ बड़ी ही उम्मीद लेकर तहसीलदार, आर.आई, पटवारी आदि राजस्व अधिकारियों के कार्यालयों में आते हैं। हमें उनकी उम्मीदों को किसी भी प्रकार से हताश नहीं करना है। बैठक में कलेक्टर ने कृषि विभाग के अधिकारी को प्रधानमंत्री किसान सम्मान निधि योजना से हितग्राहियों को लाभान्वित करने के लिए राजस्व, कृषि और बैंक के मैदानी अमलों के लिए संयुक्त प्रशिक्षण आयोजित करने के निर्देश दिए। समय-सीमा की बैठक में कलेक्टर ने विभागवार समय सीमा के लंबित प्रकरणों, भेंट मुलाकात अभियान के दौरान प्राप्त आवेदनों के निराकरण के आवश्यक निर्देश, जनशिकायत के लंबित आवेदनों की जानकारी ली तथा उनका निराकरण समय सीमा में तेजी से निराकरण करने के निर्देश दिए। कलेक्टर ने जिले में संस्थागत हितग्राहियों को मछली पालन के लिए प्रशिक्षण दिलाते हुए उन्हें प्रोत्साहित करने के निर्देश दिए हैं। इसके साथ ही बैठक में कलेक्टर ने धान खरीदी कार्य की जानकारी लेते हुए धान के रकबे पर विशेष निगरानी रखे जाने के निर्देश दिए हुए। बैठक में कलेक्टर ने मुख्यमंत्री सुपोषण योजना के उचित रूप से क्रियान्वयन नहीं होने पर नाराजगी जाहिर करते हुए कार्ययोजना बनाकर कार्य करने के निर्देश दिए। इसके साथ ही उन्होंने बैठक में राजस्व प्रकरणों के निराकरण की स्थिति, नरवा गरवा, जल जीवन मिशन, जाति प्रमाण पत्र, सार्वजनिक वितरण प्रणाली के कार्य, राजीव गांधी भूमिहीन कृषि मजदूर न्याय योजना, मनरेगा, लोक सेवा गारंटी, राजीव युवा मितान क्लब, हाट-बाजार क्लिनिक योजना, धन्वन्तरी योजना की समीक्षा की। [23,354,793,725]
row-divider [23,1291,1535,1292]
reporter-email[interactable]: editor@peoplessamachar.co.in [1006,234,1180,250]
article-headline: सेंटरिंग प्लेट चोरी करने वाले 3 कबाड़ चोर चढ़े मुलमुला पुलिस के हत्थे [31,1298,405,1355]
edition-date: रायपुर, शुक्रवार 20 जनवरी 2023 [1250,24,1444,41]
article-jetha-college-nss: जेठा के शासकीय भारतीय महाविद्यालय की राष्ट्रीय सेवा योजना इकाई का शिविर पीपुल्स संवाददाता ■ सक्ती editor@peoplessamachar.co.in राष्ट्रीय सेवा योजना इकाई शासकीय कन्ठीकुमार भारतीय महाविद्यालय सक्ती के सात दिवसीय विशेष शिविर के चतुर्थ दिवस विभिन्न क्षेत्रों के विशेषज्ञों द्वारा व्याख्यान दिया गया, चतुर्थ दिवस के बौद्धिक परिचर्चा में आमंत्रित अतिथिगण डॉ. प्रमोद जांगडे (वरिष्ठ कृषि वैज्ञानिक कृषि वैज्ञानिक केंद्र जांजगीर), जितेन्द्र चिरहरी, पंचायत संचालक, जिला व्यापार एवं उद्योग केंद्र बलौदाबाजार) श्री के. के. पटेल (जिला कार्यक्रम अधिकारी, एनएसएस), शत्रुघन राठौर (पुलिस विभाग), प्रो. एस अनंत, गौतमचन्द्र, लक्ष्मीनाथ जायसवाल (संचालक, प्रयास एजुकेशन संस्था) सहित सभी अतिथियों का अभिनंदन किया गया। महेंद्र यादव आदि ने कार्यक्रम में उपस्थित होकर मंच की शोभा बढ़ाई सर्वप्रथम शत्रुघन राठौर ने अपने उद्बोधन में अभिव्यक्ति एवं पुलिस की आवश्यकता एवं महत्व पर सड़क सुरक्षा के नियमों पर विस्तार से चर्चा की। प्रयास एकेडमी के संचालक जायसवाल ने स्वरोजगार के लिए प्रतियोगी परीक्षाओं के बारे में विस्तार से बताया। उन्होंने कहा कि लक्ष्य निर्धारित कर कठिन परिश्रम से ही सफलता प्राप्त की जा सकती है, सफलता का कोई शॉर्टकट नहीं है। प्रो महेंद्र यादव सर ने देशभक्ति गीत कर कार्य प्रदान करेंगे, प्रस्तुत किया। कृषि वैज्ञानिक चर्चा करते हुए कृषि क्षेत्र में रोजगार के अवसर एवं आधुनिक कृषि पद्धति का उपयोग कर पैदावार बढ़ाने पर विस्तार से चर्चा की गई। सभी के कृषि संबंधी समस्याओं का तत्काल निराकरण किया गया। केवीके द्वारा कृषि संबंधी सभी योजनाओं की संदेश के माध्यम से लिया तथा सबको मोबाइल ऐप के द्वारा सहायता के लिए जागरूक भी किया गया। [428,1298,980,1832]
newspaper-logo: पीपुल्स समाचार [41,13,194,45]
row-divider [23,1837,1535,1839]
column-divider [987,1295,988,1836]
article-body: 2 वाहन चालकों के विरुद्ध धारा 279 भादवि के तहत थाना जांजगीर में अपराध पंजीबद्ध, तेज गति से वाहन चलाने वाले 03 वाहन चालकों के लाइसेंस निरस्तीकरण की कार्यवाही की जाएगी, तेज गति से वाहन चलाने पाए जाने पर 05 वाहन चालकों के विरुद्ध मोटरयान अधिनियम के तहत कार्यवाही करते हुए 8300 रुपये समन शुल्क वसूल किया गया। 15 एवं 16 जनवरी को तेज गति से वाहन चलाने वाले कुल 07 वाहन चालकों के विरुद्ध कार्यवाही की गई। फोरलेन पुटपुरा तिराहा के पास डंपर क्र. सीजी 12 बीएम 6237 के चालक शिव्यू पासवान उम्र 30 वर्ष पिता हरिहर पासवान थाना प्रतापपुर के चालक सीजी 12 बीएम 6232 के चालक समसाद खलीफा के चालक के द्वारा खतरनाक तरीके से तेज गति से वाहन चलाते पाये जाने पर इनके विरुद्ध थाना जांजगीर में धारा 279 भादवि के तहत अपराध पंजीबद्ध किया गया है। थाना अकलतरा में वाहन चालक क्र. सीजी 10 सीएल 6537 के चालक नरेश बघु निवासी गोपालनगर द्वारा तेज गति से वाहन चलाते पाये जाने 1000 रुपये, घुटपुरा तिराहा के पास में वाहन मैजिक क्र. सीजी 07 एबी 7627 के चालक अरुण कुमार उम्र 20 वर्ष निवासी बनारी 1300 रुपये, जांजगीर में वाहन क्र. सीजी 10 एए 1876 के चालक अरुण मिरी पिता उम्र 28 वर्ष पथरिया मुंगेली से 2000, ट्रक क्र. सीजी 11 बीजी 459 के चालक मन्नू उम्र 30 वर्ष से 2000, ट्रक क्र. सीजी 10 एएम 7749 के चालक उदेश्वर यादव उम्र 28 वर्ष से 2000 रुपये समन शुल्क वसूल कर मोटरयान अधिनियम के तहत कार्यवाही की गई। [995,1438,1351,1827]
column-divider [578,736,579,1288]
article-body: छत्तीसगढ़ प्रदेश की संस्कारधानी बिलासपुर शहर के व्यापार विहार में आयोजित पांच दिवसीय राष्ट्रीय व्यापार मेले में योग एवं समाज सेवा के क्षेत्र में उत्कृष्ट योगदान एवं सहभागिता के लिए, सामाजिक कार्यकर्ता तथा सोशल वर्कर बिंदु सोनी कछवाहा को बिलासपुर रत्न सम्मान 2023 से नवाजा गया है, इस अवसर पर व्यापार मेला आयोजन समिति के पदाधिकारी सदस्य एवं छत्तीसगढ़ प्रदेश की विभिन्न क्षेत्रों की हस्तियों मौजूद थी, इस कार्यक्रम के दौरान महिला जागृति समूह बिलासपुर की संस्थापक एवं अध्यक्ष ज्योति सक्सेना को भी सम्मानित किया गया। साथ ही महिला जागृति समूह बिलासपुर द्वारा जमीनी स्तर पर समाज सेवा एवं जनजागरण महिलाओं को आत्मनिर्भर बनाने की दिशा में याथासंभव पहल करते हुए अपना योगदान दिया जा रहा है, तथा बिंदु कछवाहा सोनी को मिले इस सम्मान पर जहां उनके शुभचिंतकों एवं प्रशंसकों ने भी उन्हें बधाई शुभकामनाएं प्रेषित की है तो वहीं महिला जागृति समूह बिलासपुर के लिए कार्य को लोगों ने प्रशंसा की है, तथा बिंदु ने कहा है कि बड़े मंचों पर ऐसे सम्मान प्राप्त होने से उन्हें उत्साहवर्धन होता है, तो वहीं समाज सेवा के कार्य आगे करने की और अधिक प्रेरणा मिलती है तथा हम सभी इसी तरह से सक्रिय रूप से अपना योगदान देंगे। महिला जागृति समूह बिलासपुर में मकर संक्रांति पर्व पर मंदिरों में बांटे फल, लड्डू एवं गर्म कपड़े-सक्ति-बिलासपुर की महिला जागृति समूह की सदस्यों ने शहर के हरदेव लाल मंदिर में मकर संक्रांति के पर्व पर पहुंचकर जरूरतमंद लोगों को, महिलाओं बच्चों को फल, खिचड़ी एवं गर्म कंबल का वितरण किया, इस दौरान मकर संक्रांति पर्व की शुभकामनाएं भी दी गई साथ ही इस दौरान खिचड़ी, कंबल, मुर्रा के लड्डू, सुहाग सामग्री, नारियल, भोजन के लिए भी सहयोग राशि प्रदान की गई, इस अवसर पर प्रमुख रूप से महिला जागृति समूह की अध्यक्ष ज्योति सक्सेना, बिंदु सोनी कछवाहा, संगीता साहू, डॉ अलका यादव, प्रीति सक्सेना, अक्षत सिन्हा, उषा श्रीरत्न अग्रवाल, साविधि अग्रवाल, रश्मि वर्मा, सोनाली सहित महिला समूह की सदस्य मौजूद रहे। [1006,274,1355,717]
dateline: सक्ती [508,1392,529,1403]
reporter-email[interactable]: editor@peoplessamachar.co.in [23,844,198,860]
dateline: चांपा [667,1982,685,1993]
reporter-name: पीपुल्स संवाददाता [23,830,88,841]
article-headline: सक्ती डभरा में तीन करोड़ के विभिन्न निर्माण कार्यो का भूमिपूजन चंद्रपुर विधायक राम कुमार ने किया [23,738,570,809]
dateline: चांपा [23,1380,42,1393]
article-headline: पोरथा ने सात दिवसीय राष्ट्रीय सेवा योजना शिविर का आयोजन [970,801,1141,867]
website-url[interactable]: www.peoplessamachar.co.in [326,21,502,37]
dateline: सक्ती [959,902,982,915]
article-headline: भगवान का नाम सभी प्रकार के पापों को हरने वाला है इस कलियुग में भगवान का नाम ही सर्वोपरि है: आचार्य [53,1844,540,1899]
column-divider [948,736,949,1288]
dateline: सक्ती [1086,219,1107,231]
article-body: आरोपियों के कब्जे से 31 नग सेंटरिंग प्लेट कीमत 22000 रुपये एवं घटना में प्रयुक्त छोटा हाथी कीमत 100000 रुपये कुल कीमत 122000 रुपये किया गया बरामद, आरोपियों के विरुद्ध इस्तगासा के तहत की गई कार्यवाही, मामले का संक्षिप्त विवरण इस प्रकार है- दिनांक 18.01.23 को थाना प्रभारी मुलमुला संतोष कुमार शर्मा एवं स्टाफ को सेक्टर पेंक गस्त के दौरान एक छोटा हाथी जिसमें चोरी का माल होने की सूचना पर छोटा हाथी वाहन क्र. सीजी 04 एक्सबी 0657 के वाहन चालक को पूछताछ करने पर वैध दस्तावेज प्रस्तुत नहीं करने पर घटना में प्रयुक्त वाहन छोटा हाथी क्रमांक सीजी 04 एक्सबी 0657 कीमत 1,00,000 रुपये 03 नफर आरोपी सग उसका सूद 31 नग लोहा सेंटरिंग प्लेट कीमत 22,000 रुपये, जुमला कीमती 1,22,000 रुपये बरामद किया गया। आरोपी 1. कौशल कुमार प्रजापति उम्र 26 वर्ष निवासी खपरी वार्ड नं. 04 थाना कुमारी जिला दुर्ग 2. भोला गेनड़ा उम्र 24 वर्ष निवासी डुलडुला वार्ड नं 03 थाना सिमगा जिला बलौदा बाजार 3. रामेश्वर यादव उम्र 52 वर्ष निवासी चकचिकुचा ग्राम अवरा बाजार जिला बिलासपुर, धारा 41(1-4) जाफौ, 379, 34 भादवि के तहत कार्यवाही की गई। [23,1380,212,1822]
article-bindu-soni-honoured: योग एवं समाज सेवा के लिए बिलासपुर के व्यापार में भाग लेने वाली बिंदु सोनी कछवाहा सम्मानित हुईं पीपुल्स संवाददाता ■ सक्ती editor@peoplessamachar.co.in छत्तीसगढ़ प्रदेश की संस्कारधानी बिलासपुर शहर के व्यापार विहार में आयोजित पांच दिवसीय राष्ट्रीय व्यापार मेले में योग एवं समाज सेवा के क्षेत्र में उत्कृष्ट योगदान एवं सहभागिता के लिए, सामाजिक कार्यकर्ता तथा सोशल वर्कर बिंदु सोनी कछवाहा को बिलासपुर रत्न सम्मान 2023 से नवाजा गया है, इस अवसर पर व्यापार मेला आयोजन समिति के पदाधिकारी सदस्य एवं छत्तीसगढ़ प्रदेश की विभिन्न क्षेत्रों की हस्तियों मौजूद थी, इस कार्यक्रम के दौरान महिला जागृति समूह बिलासपुर की संस्थापक एवं अध्यक्ष ज्योति सक्सेना को भी सम्मानित किया गया। साथ ही महिला जागृति समूह बिलासपुर द्वारा जमीनी स्तर पर समाज सेवा एवं जनजागरण महिलाओं को आत्मनिर्भर बनाने की दिशा में याथासंभव पहल करते हुए अपना योगदान दिया जा रहा है, तथा बिंदु कछवाहा सोनी को मिले इस सम्मान पर जहां उनके शुभचिंतकों एवं प्रशंसकों ने भी उन्हें बधाई शुभकामनाएं प्रेषित की है तो वहीं महिला जागृति समूह बिलासपुर के लिए कार्य को लोगों ने प्रशंसा की है, तथा बिंदु ने कहा है कि बड़े मंचों पर ऐसे सम्मान प्राप्त होने से उन्हें उत्साहवर्धन होता है, तो वहीं समाज सेवा के कार्य आगे करने की और अधिक प्रेरणा मिलती है तथा हम सभी इसी तरह से सक्रिय रूप से अपना योगदान देंगे। महिला जागृति समूह बिलासपुर में मकर संक्रांति पर्व पर मंदिरों में बांटे फल, लड्डू एवं गर्म कपड़े-सक्ति-बिलासपुर की महिला जागृति समूह की सदस्यों ने शहर के हरदेव लाल मंदिर में मकर संक्रांति के पर्व पर पहुंचकर जरूरतमंद लोगों को, महिलाओं बच्चों को फल, खिचड़ी एवं गर्म कंबल का वितरण किया, इस दौरान मकर संक्रांति पर्व की शुभकामनाएं भी दी गई साथ ही इस दौरान खिचड़ी, कंबल, मुर्रा के लड्डू, सुहाग सामग्री, नारियल, भोजन के लिए भी सहयोग राशि प्रदान की गई, इस अवसर पर प्रमुख रूप से महिला जागृति समूह की अध्यक्ष ज्योति सक्सेना, बिंदु सोनी कछवाहा, संगीता साहू, डॉ अलका यादव, प्रीति सक्सेना, अक्षत सिन्हा, उषा श्रीरत्न अग्रवाल, साविधि अग्रवाल, रश्मि वर्मा, सोनाली सहित महिला समूह की सदस्य मौजूद रहे। [1006,93,1535,727]
